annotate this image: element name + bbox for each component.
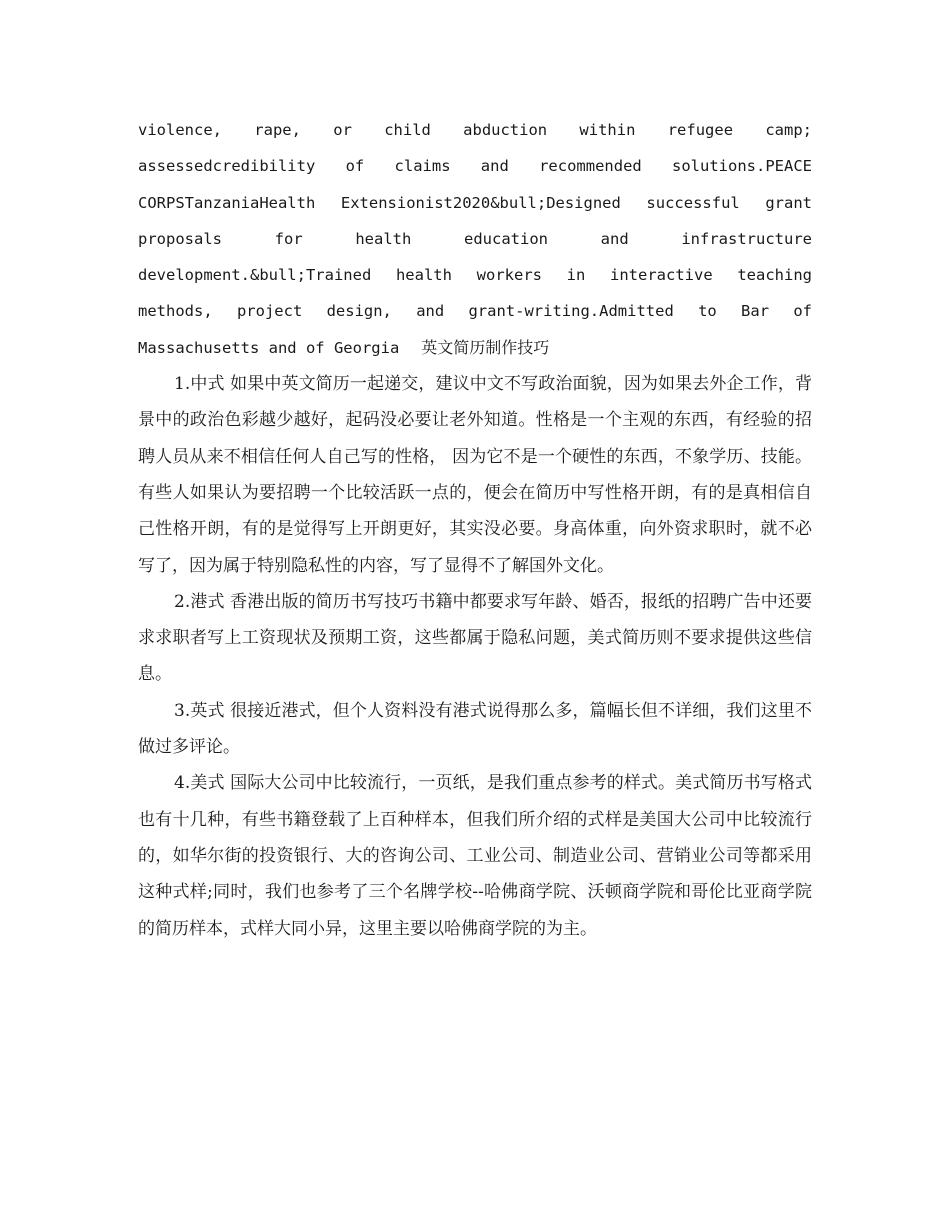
english-text-line: methods, project design, and grant-writing.Admitted to Bar of [138,302,812,321]
english-last-line-text: Massachusetts and of Georgia [138,338,400,357]
english-text-line: development.&bull;Trained health workers in interactive teaching [138,266,812,285]
paragraph-american-style: 4.美式 国际大公司中比较流行，一页纸，是我们重点参考的样式。美式简历书写格式也有十几种，有些书籍登载了上百种样本，但我们所介绍的式样是美国大公司中比较流行的，如华尔街的投资银行、大的咨询公司、工业公司、制造业公司、营销业公司等都采用这种式样;同时，我们也参考了三个名牌学校--哈佛商学院、沃顿商学院和哥伦比亚商学院的简历样本，式样大同小异，这里主要以哈佛商学院的为主。 [138,773,812,939]
section-title: 英文简历制作技巧 [421,337,550,357]
english-text-line: proposals for health education and infrastructure [138,229,812,248]
paragraph-hongkong-style: 2.港式 香港出版的简历书写技巧书籍中都要求写年龄、婚否，报纸的招聘广告中还要求求职者写上工资现状及预期工资，这些都属于隐私问题，美式简历则不要求提供这些信息。 [138,591,812,685]
english-text-last-line [138,330,812,366]
english-text-line: assessedcredibility of claims and recommended solutions.PEACE [138,157,812,176]
english-text-line: violence, rape, or child abduction within refugee camp; [138,121,812,139]
document-body [138,112,812,947]
english-resume-excerpt [138,112,812,366]
paragraph-british-style: 3.英式 很接近港式，但个人资料没有港式说得那么多，篇幅长但不详细，我们这里不做过多评论。 [138,700,812,758]
english-text-line: CORPSTanzaniaHealth Extensionist2020&bull;Designed successful grant [138,193,812,212]
paragraph-chinese-style: 1.中式 如果中英文简历一起递交，建议中文不写政治面貌，因为如果去外企工作，背景中的政治色彩越少越好，起码没必要让老外知道。性格是一个主观的东西，有经验的招聘人员从来不相信任何人自己写的性格， 因为它不是一个硬性的东西，不象学历、技能。有些人如果认为要招聘一个比较活跃一点的，便会在简历中写性格开朗，有的是真相信自己性格开朗，有的是觉得写上开朗更好，其实没必要。身高体重，向外资求职时，就不必写了，因为属于特别隐私性的内容，写了显得不了解国外文化。 [138,374,812,576]
